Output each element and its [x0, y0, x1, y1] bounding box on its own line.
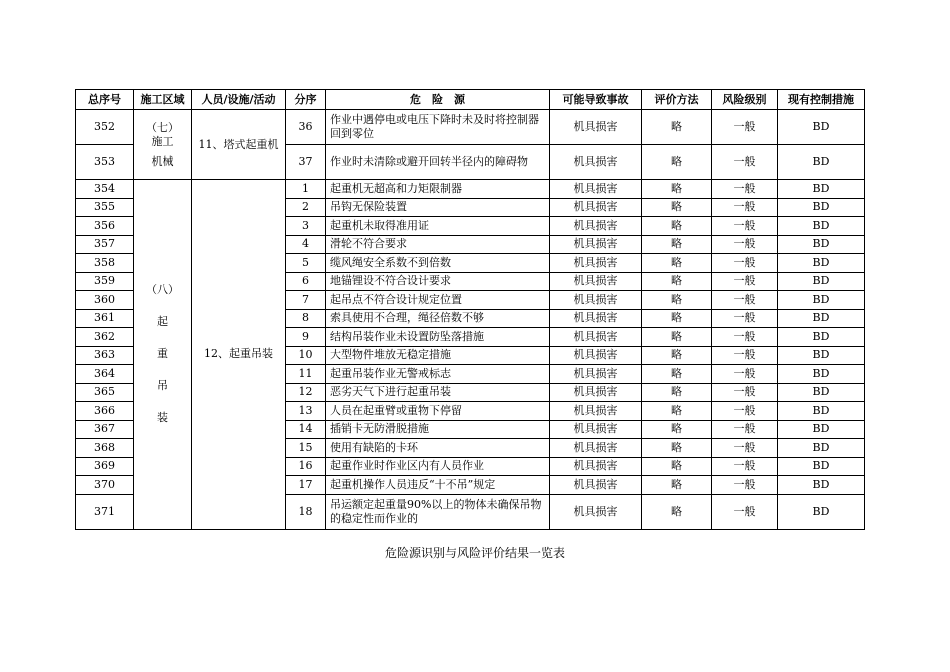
control-cell: BD [778, 402, 865, 421]
accident-cell: 机具损害 [550, 309, 642, 328]
seq-cell: 11 [286, 365, 326, 384]
total-no-cell: 356 [76, 217, 134, 236]
level-cell: 一般 [712, 494, 778, 529]
area-line: 机械 [151, 154, 174, 168]
level-cell: 一般 [712, 328, 778, 347]
control-cell: BD [778, 457, 865, 476]
total-no-cell: 363 [76, 346, 134, 365]
level-cell: 一般 [712, 420, 778, 439]
table-caption: 危险源识别与风险评价结果一览表 [384, 546, 565, 560]
accident-cell: 机具损害 [550, 383, 642, 402]
level-cell: 一般 [712, 365, 778, 384]
accident-cell: 机具损害 [550, 346, 642, 365]
header-seq: 分序 [286, 90, 326, 110]
area-cell [134, 180, 192, 530]
level-cell: 一般 [712, 198, 778, 217]
method-cell: 略 [642, 217, 712, 236]
accident-cell: 机具损害 [550, 254, 642, 273]
control-cell: BD [778, 383, 865, 402]
table-row [76, 110, 865, 145]
seq-cell: 10 [286, 346, 326, 365]
header-activity: 人员/设施/活动 [192, 90, 286, 110]
total-no-cell: 365 [76, 383, 134, 402]
accident-cell: 机具损害 [550, 328, 642, 347]
method-cell: 略 [642, 291, 712, 310]
seq-cell: 37 [286, 145, 326, 180]
level-cell: 一般 [712, 180, 778, 199]
control-cell: BD [778, 439, 865, 458]
method-cell: 略 [642, 476, 712, 495]
hazard-cell: 结构吊装作业未设置防坠落措施 [326, 328, 550, 347]
method-cell: 略 [642, 439, 712, 458]
area-line: 施工 [151, 134, 174, 148]
method-cell: 略 [642, 328, 712, 347]
seq-cell: 3 [286, 217, 326, 236]
accident-cell: 机具损害 [550, 439, 642, 458]
accident-cell: 机具损害 [550, 420, 642, 439]
level-cell: 一般 [712, 402, 778, 421]
method-cell: 略 [642, 145, 712, 180]
level-cell: 一般 [712, 291, 778, 310]
method-cell: 略 [642, 198, 712, 217]
hazard-cell: 起重吊装作业无警戒标志 [326, 365, 550, 384]
activity-cell: 11、塔式起重机 [192, 110, 286, 180]
total-no-cell: 352 [76, 110, 134, 145]
seq-cell: 7 [286, 291, 326, 310]
hazard-cell: 人员在起重臂或重物下停留 [326, 402, 550, 421]
method-cell: 略 [642, 383, 712, 402]
accident-cell: 机具损害 [550, 110, 642, 145]
header-method: 评价方法 [642, 90, 712, 110]
activity-cell: 12、起重吊装 [192, 180, 286, 530]
level-cell: 一般 [712, 217, 778, 236]
accident-cell: 机具损害 [550, 402, 642, 421]
level-cell: 一般 [712, 235, 778, 254]
area-char: 装 [157, 411, 168, 425]
header-row [76, 90, 865, 110]
seq-cell: 36 [286, 110, 326, 145]
header-control: 现有控制措施 [778, 90, 865, 110]
seq-cell: 15 [286, 439, 326, 458]
method-cell: 略 [642, 457, 712, 476]
total-no-cell: 364 [76, 365, 134, 384]
total-no-cell: 366 [76, 402, 134, 421]
hazard-cell: 吊钩无保险装置 [326, 198, 550, 217]
accident-cell: 机具损害 [550, 235, 642, 254]
level-cell: 一般 [712, 145, 778, 180]
accident-cell: 机具损害 [550, 457, 642, 476]
control-cell: BD [778, 272, 865, 291]
hazard-cell: 插销卡无防滑脱措施 [326, 420, 550, 439]
total-no-cell: 369 [76, 457, 134, 476]
accident-cell: 机具损害 [550, 476, 642, 495]
area-char: （八） [146, 283, 179, 297]
hazard-cell: 缆风绳安全系数不到倍数 [326, 254, 550, 273]
seq-cell: 9 [286, 328, 326, 347]
total-no-cell: 371 [76, 494, 134, 529]
control-cell: BD [778, 217, 865, 236]
control-cell: BD [778, 235, 865, 254]
seq-cell: 2 [286, 198, 326, 217]
method-cell: 略 [642, 272, 712, 291]
hazard-cell: 滑轮不符合要求 [326, 235, 550, 254]
control-cell: BD [778, 254, 865, 273]
accident-cell: 机具损害 [550, 145, 642, 180]
accident-cell: 机具损害 [550, 180, 642, 199]
method-cell: 略 [642, 365, 712, 384]
header-accident: 可能导致事故 [550, 90, 642, 110]
level-cell: 一般 [712, 272, 778, 291]
total-no-cell: 353 [76, 145, 134, 180]
seq-cell: 5 [286, 254, 326, 273]
area-char: 起 [157, 315, 168, 329]
accident-cell: 机具损害 [550, 291, 642, 310]
header-hazard: 危 险 源 [326, 90, 550, 110]
control-cell: BD [778, 180, 865, 199]
accident-cell: 机具损害 [550, 494, 642, 529]
control-cell: BD [778, 420, 865, 439]
method-cell: 略 [642, 494, 712, 529]
hazard-cell: 大型物件堆放无稳定措施 [326, 346, 550, 365]
hazard-cell: 吊运额定起重量90%以上的物体未确保吊物的稳定性而作业的 [326, 494, 550, 529]
table-row [76, 180, 865, 199]
total-no-cell: 358 [76, 254, 134, 273]
method-cell: 略 [642, 180, 712, 199]
level-cell: 一般 [712, 439, 778, 458]
total-no-cell: 362 [76, 328, 134, 347]
seq-cell: 12 [286, 383, 326, 402]
seq-cell: 16 [286, 457, 326, 476]
hazard-cell: 起重作业时作业区内有人员作业 [326, 457, 550, 476]
level-cell: 一般 [712, 346, 778, 365]
level-cell: 一般 [712, 110, 778, 145]
control-cell: BD [778, 365, 865, 384]
total-no-cell: 360 [76, 291, 134, 310]
hazard-cell: 起重机无超高和力矩限制器 [326, 180, 550, 199]
control-cell: BD [778, 145, 865, 180]
accident-cell: 机具损害 [550, 365, 642, 384]
level-cell: 一般 [712, 309, 778, 328]
total-no-cell: 370 [76, 476, 134, 495]
header-total-no: 总序号 [76, 90, 134, 110]
hazard-cell: 作业中遇停电或电压下降时未及时将控制器回到零位 [326, 110, 550, 145]
seq-cell: 8 [286, 309, 326, 328]
area-line: （七） [146, 120, 179, 134]
method-cell: 略 [642, 420, 712, 439]
seq-cell: 6 [286, 272, 326, 291]
control-cell: BD [778, 328, 865, 347]
accident-cell: 机具损害 [550, 217, 642, 236]
seq-cell: 4 [286, 235, 326, 254]
accident-cell: 机具损害 [550, 272, 642, 291]
hazard-cell: 地锚锂设不符合设计要求 [326, 272, 550, 291]
header-area: 施工区域 [134, 90, 192, 110]
level-cell: 一般 [712, 476, 778, 495]
control-cell: BD [778, 291, 865, 310]
seq-cell: 13 [286, 402, 326, 421]
total-no-cell: 354 [76, 180, 134, 199]
hazard-cell: 起重机未取得准用证 [326, 217, 550, 236]
header-level: 风险级别 [712, 90, 778, 110]
method-cell: 略 [642, 235, 712, 254]
total-no-cell: 355 [76, 198, 134, 217]
method-cell: 略 [642, 309, 712, 328]
control-cell: BD [778, 309, 865, 328]
seq-cell: 17 [286, 476, 326, 495]
method-cell: 略 [642, 254, 712, 273]
seq-cell: 1 [286, 180, 326, 199]
method-cell: 略 [642, 402, 712, 421]
area-char: 重 [157, 347, 168, 361]
control-cell: BD [778, 346, 865, 365]
total-no-cell: 368 [76, 439, 134, 458]
hazard-cell: 索具使用不合理，绳径倍数不够 [326, 309, 550, 328]
method-cell: 略 [642, 346, 712, 365]
hazard-cell: 使用有缺陷的卡环 [326, 439, 550, 458]
total-no-cell: 361 [76, 309, 134, 328]
seq-cell: 14 [286, 420, 326, 439]
control-cell: BD [778, 476, 865, 495]
level-cell: 一般 [712, 457, 778, 476]
area-cell [134, 110, 192, 180]
hazard-table [75, 89, 865, 530]
method-cell: 略 [642, 110, 712, 145]
level-cell: 一般 [712, 383, 778, 402]
total-no-cell: 367 [76, 420, 134, 439]
area-char: 吊 [157, 379, 168, 393]
total-no-cell: 357 [76, 235, 134, 254]
hazard-cell: 起吊点不符合设计规定位置 [326, 291, 550, 310]
hazard-cell: 起重机操作人员违反“十不吊”规定 [326, 476, 550, 495]
control-cell: BD [778, 494, 865, 529]
level-cell: 一般 [712, 254, 778, 273]
total-no-cell: 359 [76, 272, 134, 291]
seq-cell: 18 [286, 494, 326, 529]
accident-cell: 机具损害 [550, 198, 642, 217]
control-cell: BD [778, 198, 865, 217]
hazard-cell: 作业时未清除或避开回转半径内的障碍物 [326, 145, 550, 180]
hazard-cell: 恶劣天气下进行起重吊装 [326, 383, 550, 402]
control-cell: BD [778, 110, 865, 145]
